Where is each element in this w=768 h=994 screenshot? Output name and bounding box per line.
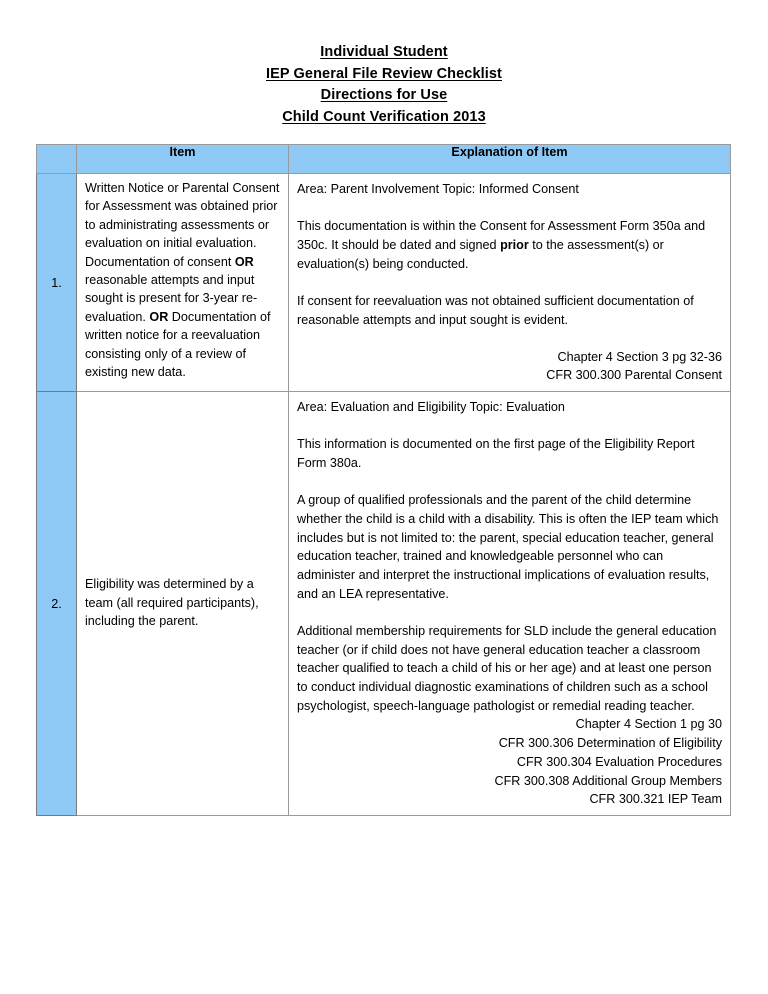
title-line-2-text: IEP General File Review Checklist [266,65,502,82]
explanation-paragraph: Additional membership requirements for SLD include the general education teacher (or if child does not have general education teacher a classroom teacher qualified to teach a child of his or her age) and at least one person to conduct individual diagnostic examinations of children such as a school psychologist, speech-language pathologist or remedial reading teacher. [297,623,717,713]
iep-checklist-table [36,144,731,816]
title-line-3 [0,85,768,107]
area-topic-line: Area: Parent Involvement Topic: Informed Consent [297,182,579,196]
area-topic-line: Area: Evaluation and Eligibility Topic: Evaluation [297,400,565,415]
table-header-row [37,145,731,174]
table-row [37,392,731,816]
title-line-4 [0,107,768,129]
citation-line: CFR 300.306 Determination of Eligibility [498,736,722,751]
table-header [37,145,731,174]
row-explanation-cell [289,392,731,816]
citation-block [297,348,722,385]
citation-block [297,715,722,809]
column-header-number [37,145,77,174]
citation-line: CFR 300.304 Evaluation Procedures [516,754,722,769]
explanation-paragraph: This information is documented on the first page of the Eligibility Report Form 380a. [297,437,695,471]
table-row [37,174,731,392]
document-title-block [0,0,768,128]
citation-line: CFR 300.308 Additional Group Members [494,773,722,788]
row-number-cell: 2. [37,392,77,816]
title-line-1 [0,42,768,64]
citation-line: CFR 300.321 IEP Team [589,792,722,807]
explanation-paragraph: This documentation is within the Consent for Assessment Form 350a and 350c. It should be dated and signed prior to the assessment(s) or evaluation(s) being conducted. [297,219,706,271]
title-line-1-text: Individual Student [320,44,448,60]
column-header-item: Item [77,145,289,174]
explanation-paragraph: If consent for reevaluation was not obtained sufficient documentation of reasonable attempts and input sought is evident. [297,293,694,327]
column-header-explanation: Explanation of Item [289,145,731,174]
title-line-2 [0,64,768,86]
row-item-cell: Eligibility was determined by a team (all required participants), including the parent. [77,392,289,816]
citation-line: Chapter 4 Section 3 pg 32-36 [557,349,722,364]
citation-line: Chapter 4 Section 1 pg 30 [575,717,722,732]
title-line-3-text: Directions for Use [320,87,448,103]
title-line-4-text: Child Count Verification 2013 [282,108,486,125]
table-body [37,174,731,816]
row-number-cell: 1. [37,174,77,392]
explanation-paragraph: A group of qualified professionals and the parent of the child determine whether the child is a child with a disability. This is often the IEP team which includes but is not limited to: the parent, special education teacher, general education teacher, trained and knowledgeable personnel who can administer and interpret the instructional implications of evaluation results, and an LEA representative. [297,493,719,601]
row-item-cell: Written Notice or Parental Consent for Assessment was obtained prior to administrating assessments or evaluation on initial evaluation. Documentation of consent OR reasonable attempts and input sought is present for 3-year re-evaluation. OR Documentation of written notice for a reevaluation consisting only of a review of existing new data. [77,174,289,392]
row-explanation-cell [289,174,731,392]
citation-line: CFR 300.300 Parental Consent [546,368,722,383]
